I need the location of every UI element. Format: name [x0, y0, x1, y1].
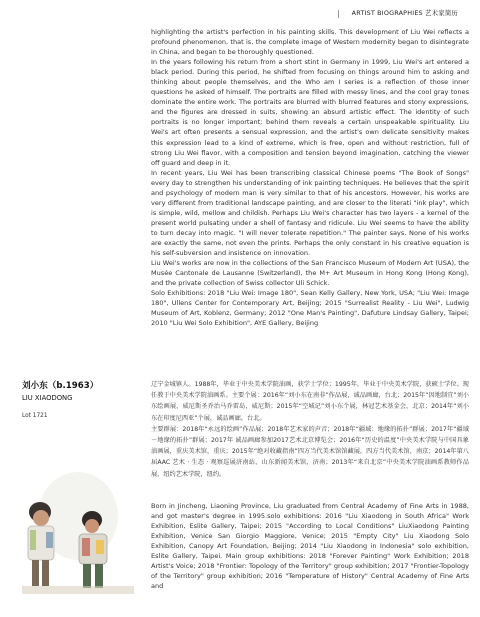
- header-divider: [338, 10, 339, 18]
- artist-name-en: LIU XIAODONG: [22, 394, 73, 402]
- artwork-image: [22, 446, 134, 594]
- bio-en-paragraph: Born in Jincheng, Liaoning Province, Liu graduated from Central Academy of Fine Arts in 1988, and got master's degree in 1995.solo exhibitions: 2016 "Liu Xiaodong in South Africa" Work Exhibition, Eslite Gallery, Taipei; 2015 "According to Local Conditions" LiuXiaodong Painting Exhibition, Venice San Giorgio Maggiore, Venice; 2015 "Empty City" Liu Xiaodong Solo Exhibition, Canopy Art Foundation, Beijing; 2014 "Liu Xiaodong in Indonesia" solo exhibition, Eslite Gallery, Taipei. Main group exhibitions: 2018 "Forever Painting" Work Exhibition; 2018 Artist's Voice; 2018 "Frontier: Topology of the Territory" group exhibition; 2017 "Frontier-Topology of the Territory" group exhibition; 2016 "Temperature of History" Central Academy of Fine Arts and: [151, 502, 469, 591]
- header-title-en: ARTIST BIOGRAPHIES: [351, 9, 423, 17]
- artist-info: [22, 379, 134, 419]
- article-paragraph: In the years following his return from a short stint in Germany in 1999, Liu Wei's art entered a black period. During this period, he shifted from focusing on things around him to asking and thinking about people themselves, and the Who am I series is a reflection of those inner questions he asked of himself. The portraits are filled with messy lines, and the cool gray tones dominate the entire work. The portraits are blurred with blurred features and stony expressions, and the figures are dressed in suits, showing an absurd artistic effect. The identity of such portraits is no longer important; behind them reveals a certain unspeakable spirituality. Liu Wei's art often presents a sensual expression, and the artist's own delicate sensitivity makes this expression lead to a kind of extreme, which is free, open and without restriction, full of strong Liu Wei flavor, with a composition and tension beyond imagination, catching the viewer off guard and deep in it.: [151, 58, 469, 167]
- artist-name-cn: 刘小东（b.1963）: [22, 381, 99, 391]
- bio-cn-paragraph: 主要群展：2018年“永远的绘画”作品展；2018年艺术家的声音；2018年“疆域：地缘的拓扑”群展；2017年“疆域－地缘的拓扑”群展；2017年 诚品画廊参加2017艺术北京博览会；2016年“历史的温度”中央美术学院与中国具象油画展，重庆美术馆，重庆；2015年“绝对收藏指南”四方当代美术馆馆藏展，四方当代美术馆，南京；2014年第八届AAC 艺术 · 生态 · 观察巡展济南站，山东新闻美术馆，济南；2013年“来自北京”中央美术学院油画系教师作品展，纽约艺术学院，纽约。: [151, 425, 469, 478]
- biography-cn: [151, 379, 469, 480]
- header-title-cn: 艺术家简历: [425, 9, 458, 17]
- lot-number: Lot 1721: [22, 413, 48, 419]
- article-paragraph: Liu Wei's works are now in the collections of the San Francisco Museum of Modern Art (USA), the Musée Cantonale de Lausanne (Switzerland), the M+ Art Museum in Hong Kong (Hong Kong), and the private collection of Swiss collector Uli Schick.: [151, 259, 469, 288]
- article-paragraph: In recent years, Liu Wei has been transcribing classical Chinese poems "The Book of Songs" every day to strengthen his understanding of ink painting techniques. He believes that the spirit and psychology of modern man is very similar to that of his ancestors. However, his works are very different from traditional landscape painting, and are closer to the literati "ink play", which is simple, wild, mellow and childish. Perhaps Liu Wei's character has two layers - a kernel of the present world pulsating under a shell of fantasy and ridicule. Liu Wei seems to have the ability to turn decay into magic. "I will never tolerate repetition." The painter says. None of his works are exactly the same, not even the prints. Perhaps the only constant in his creative equation is his self-subversion and insistence on innovation.: [151, 168, 469, 258]
- page-header: [352, 8, 458, 17]
- article-body: [151, 27, 469, 328]
- article-paragraph: highlighting the artist's perfection in his painting skills. This development of Liu Wei reflects a profound phenomenon, that is, the complete image of Western modernity began to disintegrate in China, and began to be thoroughly questioned.: [151, 28, 469, 57]
- article-paragraph: Solo Exhibitions: 2018 "Liu Wei: Image 180", Sean Kelly Gallery, New York, USA; "Liu Wei: Image 180", Ullens Center for Contemporary Art, Beijing; 2015 "Surrealist Reality - Liu Wei", Ludwig Museum of Art, Koblenz, Germany; 2012 "One Man's Painting", Dafuture Lindsay Gallery, Taipei; 2010 "Liu Wei Solo Exhibition", AYE Gallery, Beijing: [151, 289, 469, 328]
- biography-en: [151, 501, 469, 591]
- bio-cn-paragraph: 辽宁金城镇人。1988年，毕业于中央美术学院油画，获学士学位；1995年，毕业于中央美术学院，获硕士学位。现任教于中央美术学院油画系。主要个展：2016年“刘小东在南非”作品展，诚品画廊，台北；2015年“因地制宜”刘小东绘画展，威尼斯圣乔治马乔雷岛，威尼斯；2015年“空城记”刘小东个展，林冠艺术基金会，北京；2014年“刘小东在印度尼西亚”个展，诚品画廊，台北。: [151, 381, 469, 422]
